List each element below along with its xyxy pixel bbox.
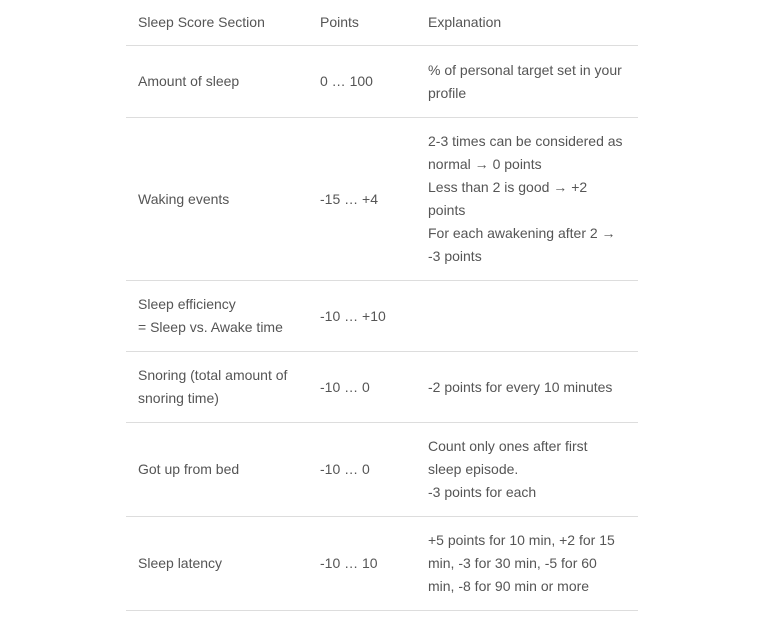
explanation-line: -3 points for each — [428, 484, 537, 500]
explanation-line: -3 points — [428, 248, 482, 264]
points-cell: 0 … 100 — [320, 73, 373, 89]
section-text: Amount of sleep — [138, 73, 240, 89]
explanation-line: normal → 0 points — [428, 156, 542, 172]
section-cell — [126, 281, 308, 351]
section-text: Sleep latency — [138, 555, 223, 571]
explanation-cell — [416, 46, 638, 117]
points-cell: -10 … 10 — [320, 555, 378, 571]
explanation-cell — [416, 118, 638, 280]
section-text: snoring time) — [138, 390, 219, 406]
explanation-line: Less than 2 is good → +2 — [428, 179, 588, 195]
explanation-line: +5 points for 10 min, +2 for 15 — [428, 532, 615, 548]
table-row — [126, 517, 638, 611]
sleep-score-table — [126, 0, 638, 611]
section-text: Sleep efficiency — [138, 296, 236, 312]
points-cell: -10 … 0 — [320, 461, 370, 477]
explanation-line: -2 points for every 10 minutes — [428, 378, 613, 395]
table-row — [126, 118, 638, 281]
section-text: Waking events — [138, 190, 230, 207]
explanation-line: points — [428, 202, 466, 218]
explanation-cell — [416, 281, 638, 351]
section-cell — [126, 423, 308, 516]
explanation-line: 2-3 times can be considered as — [428, 133, 623, 149]
explanation-line: For each awakening after 2 → — [428, 225, 616, 241]
section-cell — [126, 118, 308, 280]
explanation-line: min, -3 for 30 min, -5 for 60 — [428, 555, 597, 571]
explanation-cell — [416, 517, 638, 610]
header-sleep-score-section: Sleep Score Section — [138, 14, 265, 30]
table-row — [126, 423, 638, 517]
explanation-line: % of personal target set in your — [428, 61, 622, 78]
header-points: Points — [320, 14, 359, 30]
section-text: Snoring (total amount of — [138, 367, 288, 383]
points-cell: -10 … +10 — [320, 307, 386, 324]
explanation-line: profile — [428, 84, 467, 101]
section-cell — [126, 352, 308, 422]
points-cell: -10 … 0 — [320, 378, 370, 395]
section-text: Got up from bed — [138, 461, 240, 477]
explanation-line: sleep episode. — [428, 461, 519, 477]
table-header-row — [126, 0, 638, 46]
section-cell — [126, 517, 308, 610]
explanation-line: min, -8 for 90 min or more — [428, 578, 590, 594]
table-row — [126, 281, 638, 352]
explanation-cell — [416, 352, 638, 422]
header-explanation: Explanation — [428, 14, 502, 30]
explanation-cell — [416, 423, 638, 516]
points-cell: -15 … +4 — [320, 190, 378, 207]
section-cell — [126, 46, 308, 117]
table-row — [126, 46, 638, 118]
table-row — [126, 352, 638, 423]
explanation-line: Count only ones after first — [428, 438, 588, 454]
section-text: = Sleep vs. Awake time — [138, 319, 283, 335]
